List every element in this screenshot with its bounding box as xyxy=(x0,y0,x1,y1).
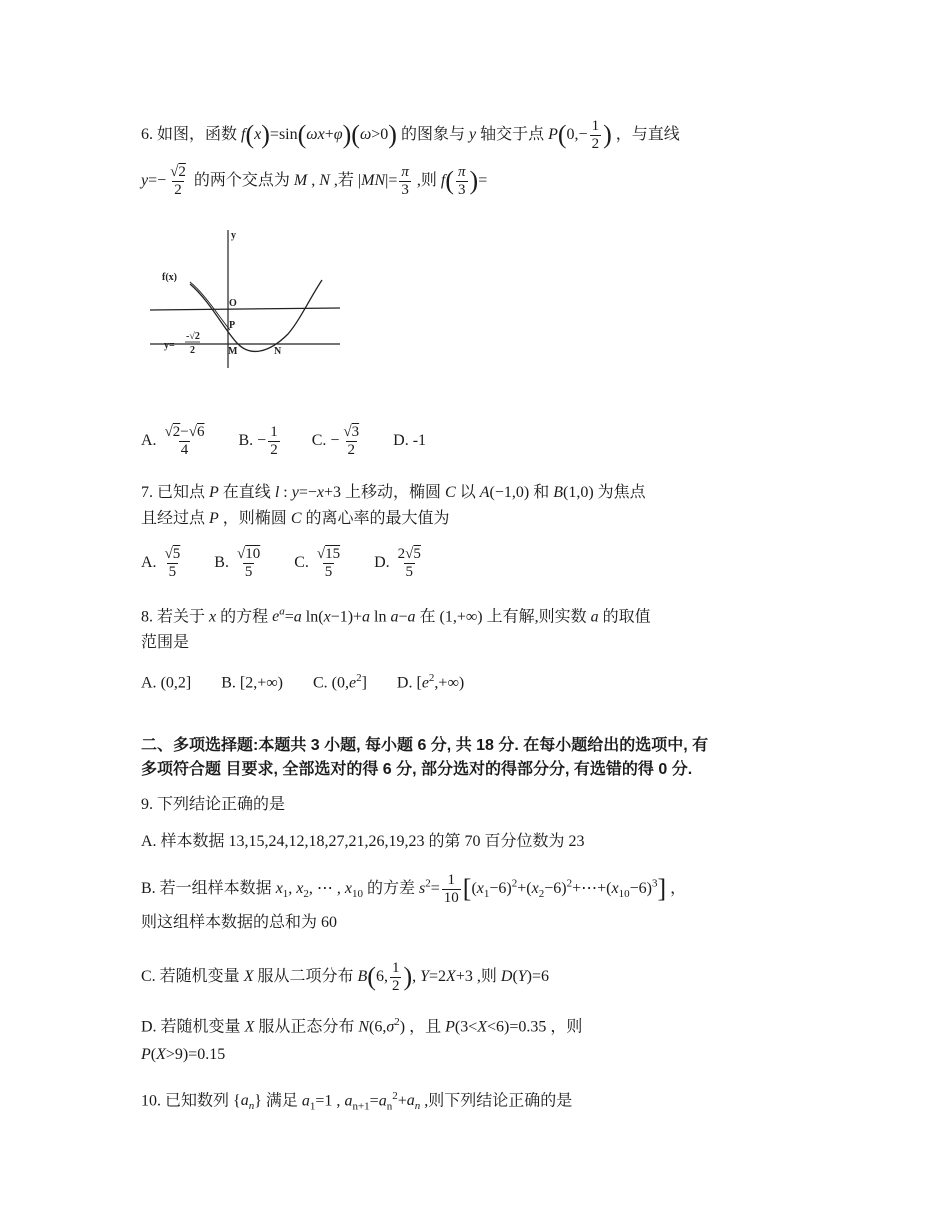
x-axis-line xyxy=(150,308,340,310)
f-label: f(x) xyxy=(162,272,177,283)
q9-option-d: D. 若随机变量 X 服从正态分布 $N(6,\sigma^2)$ ，且 P(3<X<6)=0.35 ，则 xyxy=(141,1016,583,1036)
line-label-num: -√2 xyxy=(186,331,200,342)
q7-options: A. $\frac{√5}{5}$ B. $\frac{√10}{5}$ C. $\frac{√15}{5}$ D. $\frac{2√5}{5}$ xyxy=(141,546,421,580)
q9-option-b: B. 若一组样本数据 $x_1$, $x_2$, ⋯ , $x_{10}$ 的方差 $s^2=$ $\frac{1}{10}$ $[(x_1-6)^2+(x_2-6)^2+\cdots+(x_{10}-6)^3]$ ， xyxy=(141,872,687,906)
section2-heading-line1: 二、多项选择题:本题共 3 小题, 每小题 6 分, 共 18 分. 在每小题给出的选项中, 有 xyxy=(141,737,709,754)
q6-function-graph xyxy=(150,226,350,374)
y-axis-label: y xyxy=(231,230,236,241)
section2-heading-line2: 多项符合题 目要求, 全部选对的得 6 分, 部分选对的得部分分, 有选错的得 0 分. xyxy=(141,761,693,778)
q6-line2: y=− $\frac{√2}{2}$ 的两个交点为 M , N ,若 |MN|= $\frac{\pi}{3}$ ,则 f( $\frac{\pi}{3}$ )= xyxy=(141,164,488,198)
point-p-label: P xyxy=(229,320,236,331)
q9-option-c: C. 若随机变量 X 服从二项分布 B(6, $\frac{1}{2}$ ), Y=2X+3 ,则 D(Y)=6 xyxy=(141,960,550,994)
q6-options: A. $\frac{√2-√6}{4}$ B. − $\frac{1}{2}$ C. − $\frac{√3}{2}$ D. -1 xyxy=(141,424,427,458)
q9-option-b-line2: 则这组样本数据的总和为 60 xyxy=(141,914,338,931)
line-label-y: y= xyxy=(164,340,175,351)
q6-line1: 6. 如图，函数 f(x)=sin(ωx+φ)(ω>0) 的图象与 y 轴交于点 P(0,− $\frac{1}{2}$ ) ，与直线 xyxy=(141,118,680,152)
q9-option-a: A. 样本数据 13,15,24,12,18,27,21,26,19,23 的第 70 百分位数为 23 xyxy=(141,833,585,850)
point-m-label: M xyxy=(228,346,238,357)
q7-line1: 7. 已知点 P 在直线 l : y=−x+3 上移动，椭圆 C 以 A(−1,0) 和 B(1,0) 为焦点 xyxy=(141,484,646,501)
sine-curve xyxy=(190,280,322,351)
q9-option-d-line2: P(X>9)=0.15 xyxy=(141,1046,226,1063)
q8-line1: 8. 若关于 x 的方程 $e^a=a$ ln(x−1)+a ln a−a 在 (1,+∞) 上有解,则实数 a 的取值 xyxy=(141,606,651,626)
q10-stem: 10. 已知数列 $\{a_n\}$ 满足 $a_1=1$ , $a_{n+1}=a_n^2+a_n$ ,则下列结论正确的是 xyxy=(141,1090,573,1113)
q9-stem: 9. 下列结论正确的是 xyxy=(141,796,286,813)
q8-line2: 范围是 xyxy=(141,634,190,651)
point-n-label: N xyxy=(274,346,282,357)
q8-options: A. (0,2] B. [2,+∞) C. $(0,e^2]$ D. $[e^2,+\infty)$ xyxy=(141,672,465,692)
q7-line2: 且经过点 P ，则椭圆 C 的离心率的最大值为 xyxy=(141,510,450,527)
line-label-den: 2 xyxy=(190,345,195,356)
origin-label: O xyxy=(229,298,237,309)
